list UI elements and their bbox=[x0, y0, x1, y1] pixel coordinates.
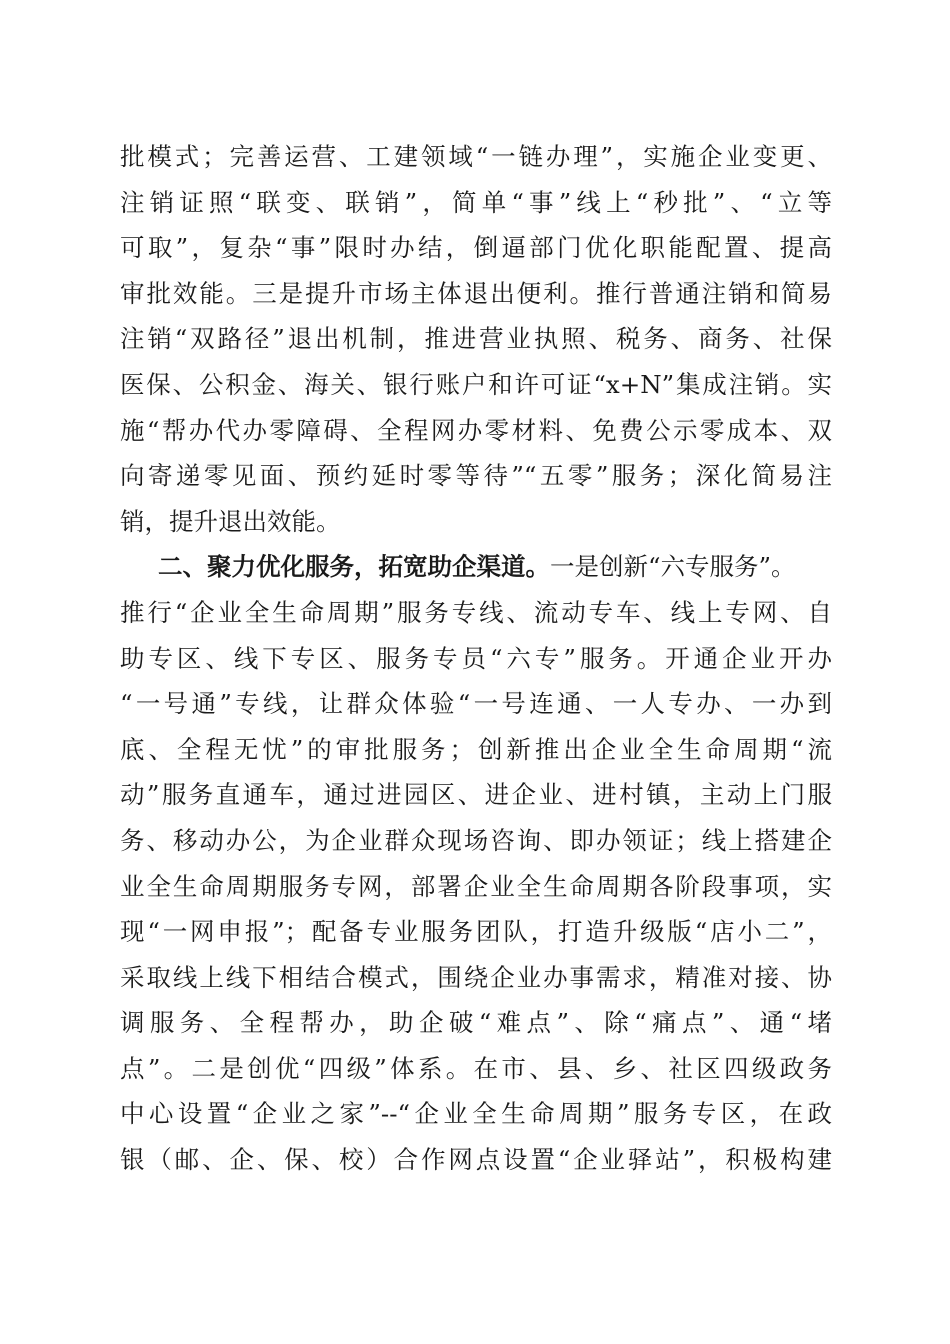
text-line: 可取”，复杂“事”限时办结，倒逼部门优化职能配置、提高 bbox=[120, 233, 832, 263]
text-line: 注销证照“联变、联销”，简单“事”线上“秒批”、“立等 bbox=[120, 187, 832, 217]
text-line: 现“一网申报”；配备专业服务团队，打造升级版“店小二”， bbox=[120, 917, 832, 947]
text-line: 点”。二是创优“四级”体系。在市、县、乡、社区四级政务 bbox=[120, 1053, 832, 1083]
text-line: 批模式；完善运营、工建领域“一链办理”，实施企业变更、 bbox=[120, 142, 832, 171]
text-line: 务、移动办公，为企业群众现场咨询、即办领证；线上搭建企 bbox=[120, 825, 832, 855]
text-line: 业全生命周期服务专网，部署企业全生命周期各阶段事项，实 bbox=[120, 871, 832, 901]
text-line: 医保、公积金、海关、银行账户和许可证“x+N”集成注销。实 bbox=[120, 369, 832, 399]
text-line: 销，提升退出效能。 bbox=[120, 506, 341, 536]
text-line: 动”服务直通车，通过进园区、进企业、进村镇，主动上门服 bbox=[120, 780, 832, 810]
section-heading-line bbox=[120, 544, 832, 590]
section-heading: 二、聚力优化服务，拓宽助企渠道。 bbox=[158, 552, 550, 582]
text-line: 采取线上线下相结合模式，围绕企业办事需求，精准对接、协 bbox=[120, 962, 832, 992]
text-line: 推行“企业全生命周期”服务专线、流动专车、线上专网、自 bbox=[120, 597, 832, 627]
text-line: 银（邮、企、保、校）合作网点设置“企业驿站”，积极构建 bbox=[120, 1145, 832, 1175]
document-page bbox=[120, 134, 832, 1183]
text-line: 底、全程无忧”的审批服务；创新推出企业全生命周期“流 bbox=[120, 734, 832, 764]
text-line: 注销“双路径”退出机制，推进营业执照、税务、商务、社保 bbox=[120, 324, 832, 354]
text-line: 审批效能。三是提升市场主体退出便利。推行普通注销和简易 bbox=[120, 278, 832, 308]
text-line: 中心设置“企业之家”--“企业全生命周期”服务专区，在政 bbox=[120, 1099, 832, 1129]
text-line: 调服务、全程帮办，助企破“难点”、除“痛点”、通“堵 bbox=[120, 1008, 832, 1038]
text-line: “一号通”专线，让群众体验“一号连通、一人专办、一办到 bbox=[120, 689, 832, 719]
text-line: 施“帮办代办零障碍、全程网办零材料、免费公示零成本、双 bbox=[120, 415, 832, 445]
section-heading-rest: 一是创新“六专服务”。 bbox=[550, 552, 796, 582]
text-line: 向寄递零见面、预约延时零等待”“五零”服务；深化简易注 bbox=[120, 461, 832, 491]
text-line: 助专区、线下专区、服务专员“六专”服务。开通企业开办 bbox=[120, 643, 832, 673]
